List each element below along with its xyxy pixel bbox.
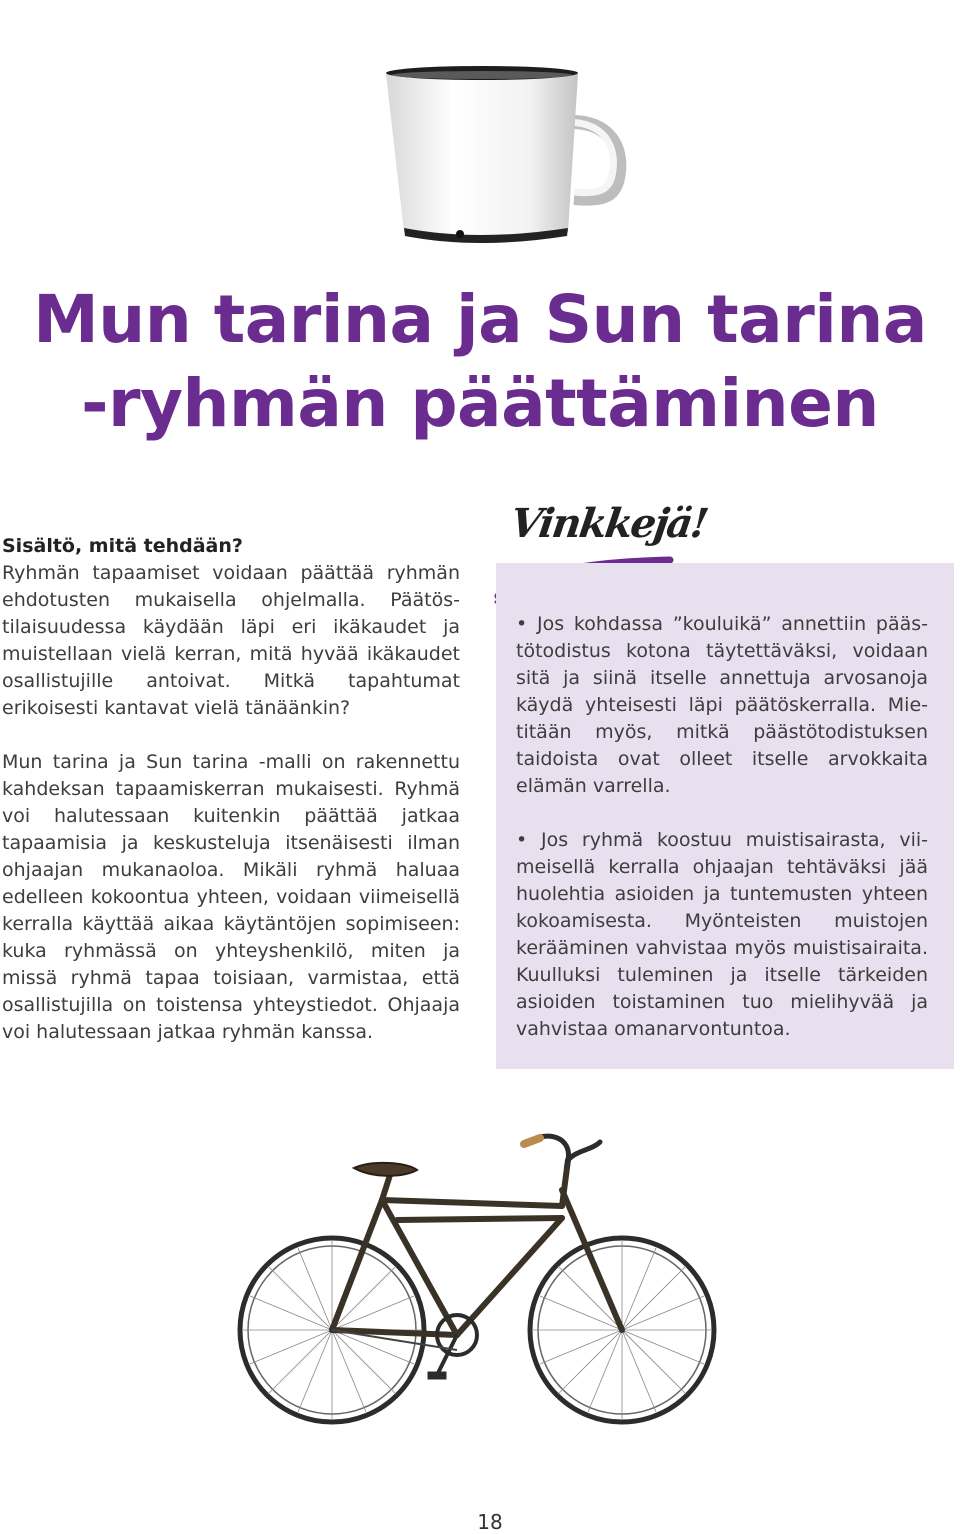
tip-item-1: • Jos kohdassa ”kouluikä” annettiin päästötodistus kotona täytettäväksi, voidaan sitä ja siinä itselle annettuja arvosanoja käydä yhteisesti läpi päätöskerralla. Mietitään myös, mitkä päästötodistuksen taidoista ovat olleet itselle arvokkaita elämän varrella. [516,613,928,797]
content-paragraph-1: Ryhmän tapaamiset voidaan päättää ryhmän ehdotusten mukaisella ohjelmalla. Päätöstilaisuudessa käydään läpi eri ikäkaudet ja muistellaan vielä kerran, mitä hyvää ikäkaudet osallistujille antoivat. Mitkä tapahtumat erikoisesti kantavat vielä tänäänkin? [2,562,460,719]
content-section [2,533,460,1073]
page-number: 18 [477,1510,503,1534]
tips-heading: Vinkkejä! [507,500,710,547]
title-line-2: -ryhmän päättäminen [81,365,879,442]
enamel-mug-image [378,60,628,250]
page-title [0,278,960,446]
tip-item-2: • Jos ryhmä koostuu muistisairasta, viimeisellä kerralla ohjaajan tehtäväksi jää huolehtia asioiden ja tuntemusten yhteen kokoamisesta. Myönteisten muistojen kerääminen vahvistaa myös muistisairaita. Kuulluksi tuleminen ja itselle tärkeiden asioiden toistaminen tuo mielihyvää ja vahvistaa omanarvontuntoa. [516,829,928,1040]
content-paragraph-2: Mun tarina ja Sun tarina -malli on rakennettu kahdeksan tapaamiskerran mukaisesti. Ryhmä voi halutessaan kuitenkin päättää jatkaa tapaamisia ja keskusteluja itsenäisesti ilman ohjaajan mukanaoloa. Mikäli ryhmä haluaa edelleen kokoontua yhteen, voidaan viimeisellä kerralla käyttää aikaa käytäntöjen sopimiseen: kuka ryhmässä on yhteyshenkilö, miten ja missä ryhmä tapaa toisiaan, varmistaa, että osallistujilla on toistensa yhteystiedot. Ohjaaja voi halutessaan jatkaa ryhmän kanssa. [2,751,460,1043]
section-heading: Sisältö, mitä tehdään? [2,535,243,557]
tips-box [496,563,954,1069]
vintage-bicycle-image [232,1120,732,1430]
title-line-1: Mun tarina ja Sun tarina [33,281,927,358]
